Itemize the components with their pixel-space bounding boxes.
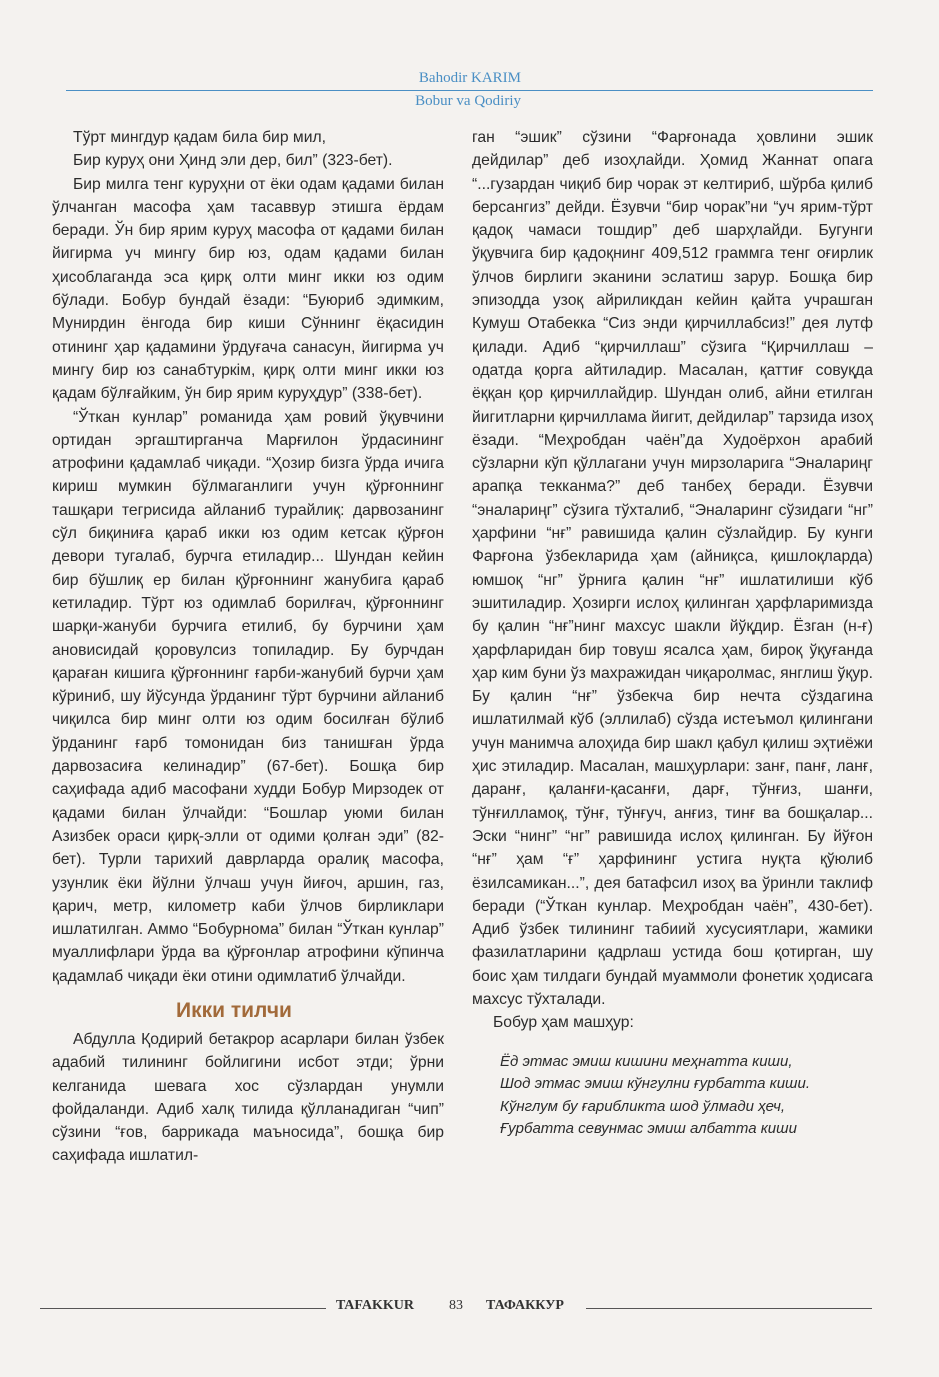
poem-line: Ғурбатта севунмас эмиш албатта киши bbox=[500, 1120, 797, 1138]
paragraph: ган “эшик” сўзини “Фарғонада ҳовлини эшик дейдилар” деб изоҳлайди. Ҳомид Жаннат опага “...гузардан чиқиб бир чорак эт келтириб, шўрба қилиб берсангиз” дейди. Ёзувчи “бир чорак”ни “уч ярим-тўрт қадоқ чамаси тошдир” деб шарҳлайди. Бугунги ўқувчига бир қадоқнинг 409,512 граммга тенг оғирлик ўлчов бирлиги эканини эслатиш зарур. Бошқа бир эпизодда узоқ айриликдан кейин қайта учрашган Кумуш Отабекка “Сиз энди қирчиллабсиз!” дея лутф қилади. Адиб “қирчиллаш” сўзига “Қирчиллаш – одатда қорга айтиладир. Масалан, қаттиғ совуқда ёққан қор қирчиллайдир. Шундан олиб, айни етилган йигитларни қирчиллама йигит, дейдилар” тарзида изоҳ ёзади. “Меҳробдан чаён”да Худоёрхон арабий сўзларни кўп қўллагани учун мирзоларига “Эналариңг арапқа текканма?” деб танбеҳ беради. Ёзувчи “эналариңг” сўзига тўхталиб, “Эналаринг сўзидаги “нг” ҳарфини “нғ” равишида қалин сўзлайдир. Бу кунги Фарғона ўзбекларида ҳам (айниқса, қишлоқларда) юмшоқ “нг” ўрнига қалин “нғ” ишлатилиши кўб эшитиладир. Ҳозирги ислоҳ қилинган ҳарфларимизда бу қалин “нғ”нинг махсус шакли йўқдир. Ёзган (н-ғ) ҳарфларидан бир товуш ясалса ҳам, бироқ ўқуғанда ҳар ким буни ўз махражидан чиқаролмас, янглиш ўқур. Бу қалин “нғ” ўзбекча бир нечта сўздагина ишлатилмай кўб (эллилаб) сўзда истеъмол қилингани учун манимча алоҳида бир шакл қабул қилиш эҳтиёжи ҳис этиладир. Масалан, машҳурлари: занғ, панғ, ланғ, даранғ, қаланғи-қасанғи, дарғ, тўнғиз, шанғи, тўнғилламоқ, тўнғ, тўнғуч, анғиз, тинғ ва бошқалар... Эски “нинг” “нг” равишида ислоҳ қилинган. Бу йўғон “нғ” ҳам “ғ” ҳарфининг устига нуқта қўюлиб ёзилсамикан...”, дея батафсил изоҳ ва ўринли таклиф беради (“Ўткан кунлар. Меҳробдан чаён”, 430-бет). Адиб ўзбек тилининг табиий хусусиятлари, жамики фазилатларини қадрлаш устида бош қотирган, шу боис ҳам тилдаги бундай муаммоли фонетик ҳодисага махсус тўхталади. bbox=[472, 129, 873, 1008]
page-number: 83 bbox=[449, 1298, 463, 1313]
verse-line: Тўрт мингдур қадам била бир мил, bbox=[73, 129, 326, 146]
right-column bbox=[472, 126, 873, 1141]
paragraph: Бобур ҳам машҳур: bbox=[493, 1014, 634, 1032]
paragraph: Бир милга тенг куруҳни от ёки одам қадами билан ўлчанган масофа ҳам тасаввур этишга ёрдам беради. Ўн бир ярим куруҳ масофа от қадами билан йигирма уч мингу бир юз, одам қадами билан ҳисоблаганда эса қирқ олти минг икки юз одим бўлади. Бобур бундай ёзади: “Буюриб эдимким, Мунирдин ёнгода бир киши Сўннинг ёқасидин отининг ҳар қадамини ўрдуғача санасун, йигирма уч мингу бир юз санабтуркім, қирқ олти минг икки юз қадам бўлғайким, ўн бир ярим куруҳдур” (338-бет). bbox=[52, 175, 444, 403]
poem bbox=[472, 1051, 873, 1141]
poem-line: Ёд этмас эмиш кишини меҳнатта киши, bbox=[500, 1052, 793, 1070]
header-rule bbox=[66, 90, 873, 91]
page-footer bbox=[40, 1298, 900, 1318]
paragraph: “Ўткан кунлар” романида ҳам ровий ўқувчини ортидан эргаштирганча Марғилон ўрдасининг атрофини қадамлаб чиқади. “Ҳозир бизга ўрда ичига кириш мумкин бўлмаганлиги учун қўрғоннинг ташқари тегрисида айланиб турайлиқ: дарвозанинг сўл биқиниға қараб икки юз одим кетсак қўрғон девори тугалаб, бурчга етиладир... Шундан кейин бир бўшлиқ ер билан қўрғоннинг жанубига қараб кетиладир. Тўрт юз одимлаб борилғач, қўрғоннинг шарқи-жануби бурчига етилиб, бу бурчини ҳам ановисидай қоровулсиз топиладир. Бу бурчдан қараған кишига қўрғоннинг ғарби-жанубий бурчи ҳам кўриниб, шу йўсунда ўрданинг тўрт бурчини айланиб чиқилса бир минг олти юз одим босилған бўлиб ўрданинг ғарб томонидан биз танишған ўрда дарвозасиға келинадир” (67-бет). Бошқа бир саҳифада адиб масофани худди Бобур Мирзодек от қадами билан ўлчайди: “Бошлар уюми билан Азизбек ораси қирқ-элли от одими қолған эди” (82-бет). Турли тарихий даврларда оралиқ масофа, узунлик ёки йўлни ўлчаш учун йиғоч, аршин, газ, қарич, метр, километр каби ўлчов бирликлари ишлатилган. Аммо “Бобурнома” билан “Ўткан кунлар” муаллифлари ўрда ва қўрғонлар атрофини кўпинча қадамлаб чиқади ёки отини одимлатиб ўлчайди. bbox=[52, 408, 444, 985]
poem-line: Шод этмас эмиш кўнгулни ғурбатта киши. bbox=[500, 1075, 811, 1093]
footer-label-cyrillic: ТАФАККУР bbox=[486, 1298, 564, 1313]
paragraph: Абдулла Қодирий бетакрор асарлари билан ўзбек адабий тилининг бойлигини исбот этди; ўрни келганида шевага хос сўзлардан унумли фойдаланди. Адиб халқ тилида қўлланадиган “чип” сўзини “ғов, баррикада маъносида”, бошқа бир саҳифада ишлатил- bbox=[52, 1030, 444, 1165]
left-column bbox=[52, 126, 444, 1168]
verse-line: Бир куруҳ они Ҳинд эли дер, бил” (323-бет). bbox=[73, 152, 393, 170]
footer-rule-right bbox=[586, 1308, 872, 1309]
header-author: Bahodir KARIM bbox=[418, 70, 521, 86]
poem-line: Кўнглум бу ғарибликта шод ўлмади ҳеч, bbox=[500, 1097, 786, 1115]
footer-label-latin: TAFAKKUR bbox=[336, 1298, 415, 1313]
verse-quote bbox=[52, 126, 444, 173]
footer-rule-left bbox=[40, 1308, 326, 1309]
section-heading: Икки тилчи bbox=[176, 998, 292, 1022]
header-title: Bobur va Qodiriy bbox=[415, 93, 521, 109]
